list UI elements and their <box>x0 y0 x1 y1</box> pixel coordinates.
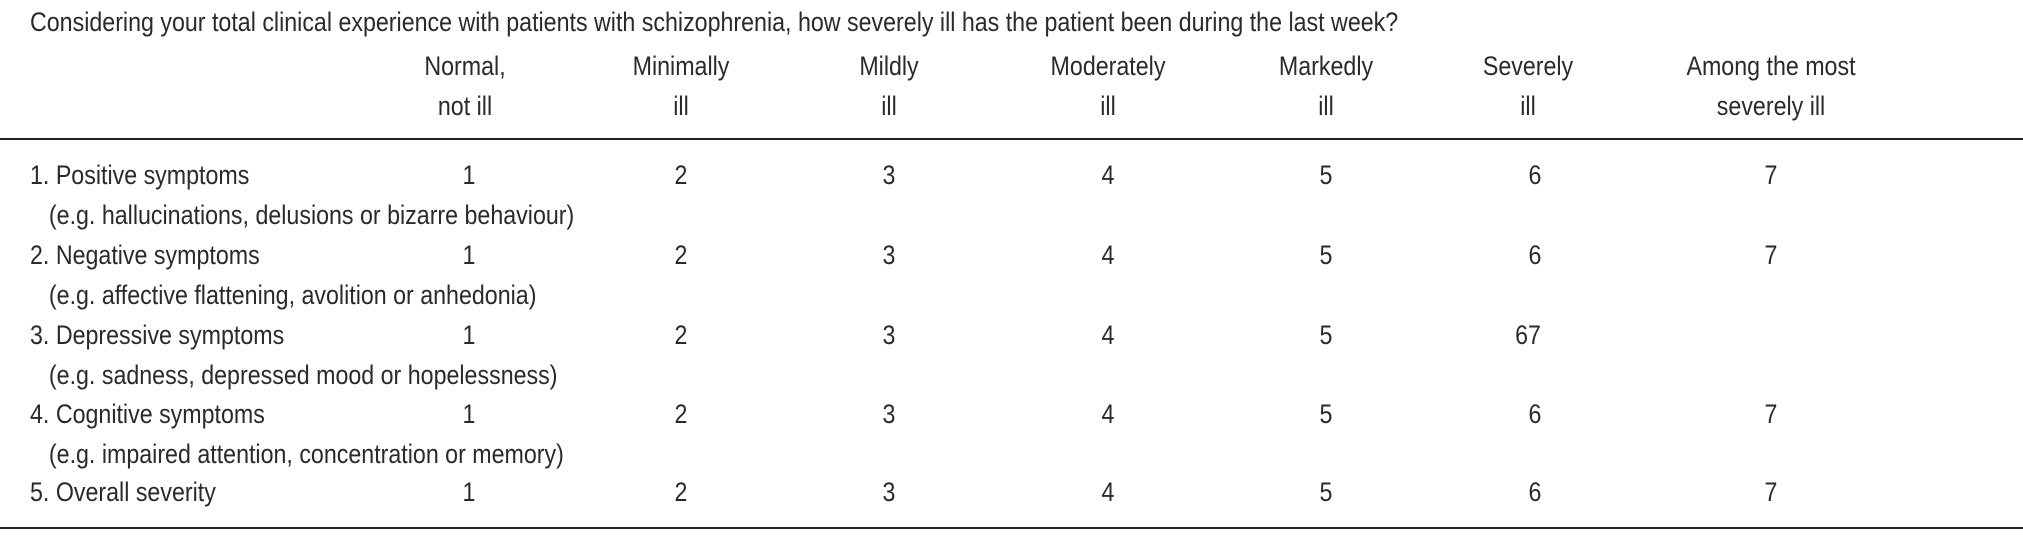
row-label-positive <box>30 155 574 235</box>
rating-cell: 1 <box>462 477 476 507</box>
rating-cell: 4 <box>1101 320 1115 350</box>
column-header-mildly <box>859 46 918 126</box>
rating-cell: 5 <box>1319 240 1333 270</box>
question-text: Considering your total clinical experience with patients with schizophrenia, how severely ill has the patient been during the last week? <box>30 7 1399 37</box>
column-header-line1: Minimally <box>632 51 730 81</box>
column-header-line2: ill <box>881 91 897 121</box>
rating-cell: 4 <box>1101 477 1115 507</box>
rating-cell: 6 <box>1528 160 1542 190</box>
rating-cell: 7 <box>1764 477 1778 507</box>
header-rule <box>0 138 2023 140</box>
rating-cell: 3 <box>882 320 896 350</box>
rating-cell: 5 <box>1319 320 1333 350</box>
rating-cell: 6 <box>1528 399 1542 429</box>
rating-cell: 2 <box>674 477 688 507</box>
rating-cell: 4 <box>1101 160 1115 190</box>
rating-cell: 2 <box>674 240 688 270</box>
column-header-line2: ill <box>1318 91 1334 121</box>
rating-cell: 5 <box>1319 160 1333 190</box>
rating-cell: 6 <box>1528 477 1542 507</box>
column-header-line1: Among the most <box>1686 51 1856 81</box>
row-title: 5. Overall severity <box>30 477 216 507</box>
rating-cell: 3 <box>882 240 896 270</box>
rating-cell: 1 <box>462 160 476 190</box>
row-example: (e.g. hallucinations, delusions or bizarre behaviour) <box>48 200 575 230</box>
column-header-line1: Normal, <box>424 51 506 81</box>
rating-cell: 4 <box>1101 399 1115 429</box>
row-example: (e.g. affective flattening, avolition or anhedonia) <box>48 280 537 310</box>
row-label-depressive <box>30 315 557 395</box>
row-label-cognitive <box>30 394 564 474</box>
row-example: (e.g. impaired attention, concentration or memory) <box>48 439 564 469</box>
rating-cell: 3 <box>882 399 896 429</box>
rating-cell: 4 <box>1101 240 1115 270</box>
column-header-severely <box>1483 46 1573 126</box>
column-header-line1: Moderately <box>1050 51 1166 81</box>
row-title: 2. Negative symptoms <box>30 240 260 270</box>
row-label-overall <box>30 472 216 512</box>
column-header-normal <box>424 46 505 126</box>
column-header-line2: ill <box>1520 91 1536 121</box>
column-header-line2: severely ill <box>1716 91 1826 121</box>
rating-cell: 2 <box>674 320 688 350</box>
column-header-minimally <box>633 46 730 126</box>
rating-cell: 2 <box>674 160 688 190</box>
rating-cell: 3 <box>882 477 896 507</box>
row-title: 1. Positive symptoms <box>30 160 250 190</box>
column-header-line2: ill <box>1100 91 1116 121</box>
footer-rule <box>0 527 2023 529</box>
column-header-line1: Markedly <box>1278 51 1374 81</box>
rating-cell: 1 <box>462 399 476 429</box>
row-title: 3. Depressive symptoms <box>30 320 285 350</box>
column-header-line2: ill <box>673 91 689 121</box>
column-header-line1: Severely <box>1482 51 1574 81</box>
column-header-line2: not ill <box>437 91 493 121</box>
row-label-negative <box>30 235 536 315</box>
rating-cell: 67 <box>1515 320 1541 350</box>
column-header-markedly <box>1279 46 1373 126</box>
row-title: 4. Cognitive symptoms <box>30 399 265 429</box>
column-header-moderately <box>1051 46 1166 126</box>
rating-cell: 5 <box>1319 399 1333 429</box>
rating-cell: 7 <box>1764 399 1778 429</box>
column-header-line1: Mildly <box>859 51 919 81</box>
rating-cell: 1 <box>462 320 476 350</box>
rating-cell: 2 <box>674 399 688 429</box>
rating-cell: 6 <box>1528 240 1542 270</box>
rating-cell: 3 <box>882 160 896 190</box>
rating-cell: 1 <box>462 240 476 270</box>
rating-cell: 5 <box>1319 477 1333 507</box>
rating-cell: 7 <box>1764 160 1778 190</box>
row-example: (e.g. sadness, depressed mood or hopelessness) <box>48 360 558 390</box>
rating-cell: 7 <box>1764 240 1778 270</box>
column-header-most-severe <box>1686 46 1855 126</box>
